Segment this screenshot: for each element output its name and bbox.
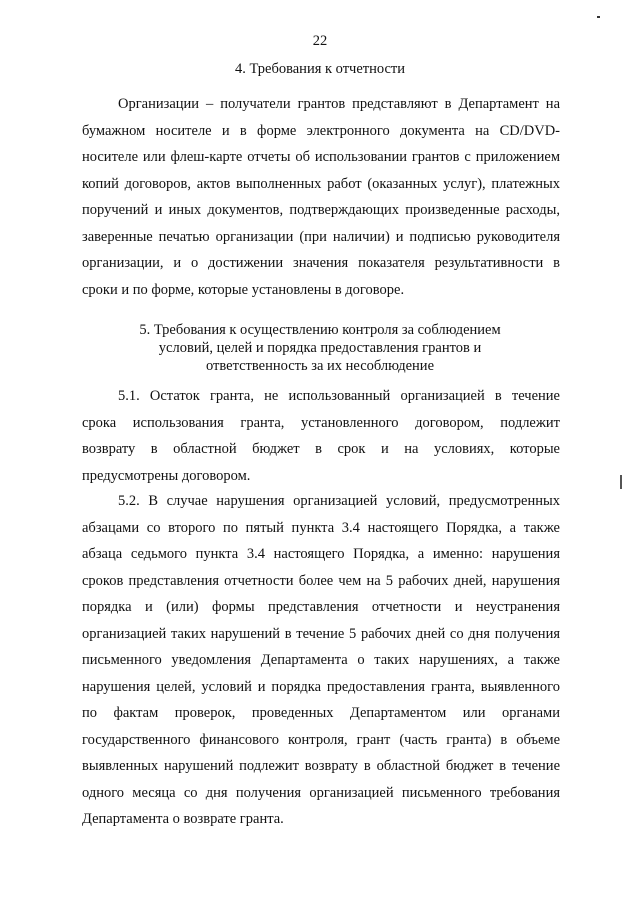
heading-line: условий, целей и порядка предоставления грантов и	[158, 340, 482, 356]
paragraph-line: организации, и о достижении значения показателя результативности в	[82, 255, 560, 271]
section-4-paragraph	[82, 91, 560, 303]
paragraph-line: абзацами со второго по пятый пункта 3.4 настоящего Порядка, а также	[82, 519, 560, 536]
paragraph-line: носителе или флеш-карте отчеты об использовании грантов с приложением	[82, 149, 560, 165]
paragraph-line: предусмотрены договором.	[82, 467, 251, 484]
scan-mark	[597, 16, 600, 18]
paragraph-line: нарушения целей, условий и порядка предоставления гранта, выявленного	[82, 678, 560, 695]
paragraph-line: сроков представления отчетности более чем на 5 рабочих дней, нарушения	[82, 572, 560, 589]
section-4-heading: 4. Требования к отчетности	[234, 61, 406, 77]
paragraph-line: письменного уведомления Департамента о таких нарушениях, а также	[82, 652, 560, 668]
paragraph-line: Организации – получатели грантов представляют в Департамент на	[118, 96, 560, 112]
paragraph-line: по фактам проверок, проведенных Департаментом или органами	[82, 705, 560, 721]
paragraph-line: срока использования гранта, установленного договором, подлежит	[82, 414, 560, 431]
paragraph-line: абзаца седьмого пункта 3.4 настоящего Порядка, а именно: нарушения	[82, 546, 560, 562]
paragraph-line: Департамента о возврате гранта.	[82, 811, 284, 827]
paragraph-line: копий договоров, актов выполненных работ (оказанных услуг), платежных	[82, 175, 560, 192]
paragraph-line: 5.1. Остаток гранта, не использованный организацией в течение	[118, 388, 560, 404]
paragraph-line: организацией таких нарушений в течение 5 рабочих дней со дня получения	[82, 625, 560, 642]
paragraph-line: сроки и по форме, которые установлены в договоре.	[82, 281, 405, 298]
scan-mark	[620, 475, 622, 489]
paragraph-line: выявленных нарушений подлежит возврату в областной бюджет в течение	[82, 758, 560, 774]
paragraph-line: заверенные печатью организации (при наличии) и подписью руководителя	[82, 228, 560, 245]
paragraph-line: государственного финансового контроля, грант (часть гранта) в объеме	[82, 731, 560, 748]
heading-line: ответственность за их несоблюдение	[206, 358, 434, 374]
paragraph-line: поручений и иных документов, подтверждающих произведенные расходы,	[82, 202, 560, 218]
page-number: 22	[312, 33, 328, 49]
paragraph-line: бумажном носителе и в форме электронного документа на CD/DVD-	[82, 122, 560, 139]
paragraph-line: 5.2. В случае нарушения организацией условий, предусмотренных	[118, 493, 560, 509]
heading-line: 5. Требования к осуществлению контроля за соблюдением	[139, 322, 501, 338]
paragraph-line: порядка и (или) формы представления отчетности и неустранения	[82, 599, 560, 615]
paragraph-5-2	[82, 488, 560, 833]
paragraph-line: одного месяца со дня получения организацией письменного требования	[82, 784, 560, 801]
paragraph-5-1	[82, 383, 560, 489]
paragraph-line: возврату в областной бюджет в срок и на условиях, которые	[82, 441, 560, 457]
section-5-heading	[0, 321, 640, 375]
